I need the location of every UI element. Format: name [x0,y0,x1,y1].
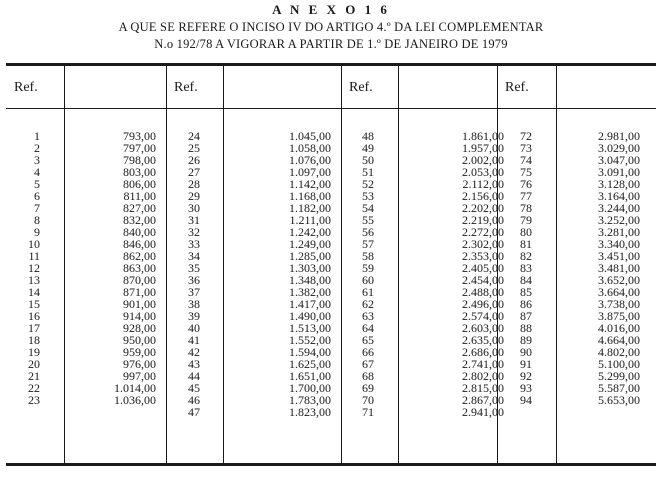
value-cell: 840,00 [123,225,156,239]
value-cell: 1.242,00 [289,225,331,239]
ref-cell: 4 [34,165,40,179]
ref-cell: 3 [34,153,40,167]
ref-cell: 94 [520,393,532,407]
value-cell: 2.488,00 [462,285,504,299]
value-cell: 2.815,00 [462,381,504,395]
value-cell: 797,00 [123,141,156,155]
value-cell: 3.252,00 [598,213,640,227]
ref-cell: 66 [362,345,374,359]
ref-cell: 41 [188,333,200,347]
ref-cell: 77 [520,189,532,203]
value-cell: 976,00 [123,357,156,371]
ref-cell: 74 [520,153,532,167]
ref-cell: 36 [188,273,200,287]
ref-column [14,130,40,406]
ref-cell: 71 [362,405,374,419]
value-cell: 2.219,00 [462,213,504,227]
ref-cell: 37 [188,285,200,299]
value-cell: 2.353,00 [462,249,504,263]
ref-cell: 23 [28,393,40,407]
value-cell: 870,00 [123,273,156,287]
value-cell: 1.700,00 [289,381,331,395]
ref-cell: 26 [188,153,200,167]
ref-cell: 90 [520,345,532,359]
ref-cell: 62 [362,297,374,311]
value-cell: 3.029,00 [598,141,640,155]
value-cell: 2.272,00 [462,225,504,239]
value-cell: 871,00 [123,285,156,299]
ref-cell: 81 [520,237,532,251]
ref-cell: 47 [188,405,200,419]
ref-cell: 6 [34,189,40,203]
ref-cell: 49 [362,141,374,155]
value-cell: 997,00 [123,369,156,383]
ref-cell: 25 [188,141,200,155]
value-cell: 1.823,00 [289,405,331,419]
ref-cell: 51 [362,165,374,179]
ref-cell: 88 [520,321,532,335]
value-cell: 3.652,00 [598,273,640,287]
ref-header: Ref. [349,80,373,95]
ref-cell: 11 [28,249,40,263]
value-column [398,130,504,418]
value-cell: 846,00 [123,237,156,251]
value-cell: 1.285,00 [289,249,331,263]
value-cell: 2.941,00 [462,405,504,419]
value-cell: 793,00 [123,129,156,143]
value-cell: 2.496,00 [462,297,504,311]
value-cell: 3.047,00 [598,153,640,167]
value-cell: 1.058,00 [289,141,331,155]
value-cell: 1.076,00 [289,153,331,167]
value-cell: 2.202,00 [462,201,504,215]
value-cell: 1.097,00 [289,165,331,179]
value-cell: 3.664,00 [598,285,640,299]
ref-cell: 60 [362,273,374,287]
value-cell: 1.014,00 [114,381,156,395]
ref-cell: 17 [28,321,40,335]
value-cell: 4.664,00 [598,333,640,347]
ref-cell: 55 [362,213,374,227]
column-divider [166,66,167,463]
ref-cell: 2 [34,141,40,155]
value-cell: 2.454,00 [462,273,504,287]
ref-cell: 92 [520,369,532,383]
annex-title: A N E X O 1 6 [272,2,390,17]
value-cell: 3.244,00 [598,201,640,215]
value-cell: 928,00 [123,321,156,335]
ref-cell: 52 [362,177,374,191]
ref-cell: 59 [362,261,374,275]
ref-cell: 73 [520,141,532,155]
value-column [556,130,640,406]
column-divider [341,66,342,463]
ref-cell: 80 [520,225,532,239]
ref-cell: 75 [520,165,532,179]
ref-cell: 5 [34,177,40,191]
ref-cell: 68 [362,369,374,383]
ref-cell: 9 [34,225,40,239]
ref-cell: 39 [188,309,200,323]
value-column [64,130,156,406]
ref-cell: 79 [520,213,532,227]
value-cell: 1.211,00 [289,213,331,227]
value-cell: 2.002,00 [462,153,504,167]
value-cell: 806,00 [123,177,156,191]
subtitle-line-1: A QUE SE REFERE O INCISO IV DO ARTIGO 4.º DA LEI COMPLEMENTAR [118,20,544,34]
ref-cell: 69 [362,381,374,395]
ref-cell: 67 [362,357,374,371]
value-cell: 2.112,00 [462,177,504,191]
value-cell: 2.603,00 [462,321,504,335]
ref-cell: 12 [28,261,40,275]
value-cell: 2.574,00 [462,309,504,323]
value-cell: 2.686,00 [462,345,504,359]
ref-cell: 76 [520,177,532,191]
ref-cell: 32 [188,225,200,239]
value-cell: 959,00 [123,345,156,359]
value-cell: 2.741,00 [462,357,504,371]
ref-cell: 13 [28,273,40,287]
value-cell: 3.875,00 [598,309,640,323]
ref-cell: 40 [188,321,200,335]
ref-cell: 33 [188,237,200,251]
ref-cell: 44 [188,369,200,383]
value-cell: 1.249,00 [289,237,331,251]
ref-cell: 85 [520,285,532,299]
value-cell: 4.016,00 [598,321,640,335]
value-cell: 1.036,00 [114,393,156,407]
ref-cell: 16 [28,309,40,323]
value-cell: 2.156,00 [462,189,504,203]
ref-cell: 14 [28,285,40,299]
value-cell: 3.340,00 [598,237,640,251]
value-cell: 811,00 [123,189,156,203]
value-cell: 914,00 [123,309,156,323]
value-cell: 2.053,00 [462,165,504,179]
ref-cell: 54 [362,201,374,215]
value-cell: 1.552,00 [289,333,331,347]
ref-cell: 82 [520,249,532,263]
value-cell: 2.867,00 [462,393,504,407]
value-cell: 1.417,00 [289,297,331,311]
subtitle-line-2: N.o 192/78 A VIGORAR A PARTIR DE 1.º DE JANEIRO DE 1979 [154,37,508,51]
ref-cell: 48 [362,129,374,143]
value-cell: 5.653,00 [598,393,640,407]
ref-cell: 50 [362,153,374,167]
ref-column [508,130,532,406]
ref-cell: 72 [520,129,532,143]
ref-column [176,130,200,418]
ref-cell: 35 [188,261,200,275]
value-cell: 2.981,00 [598,129,640,143]
ref-cell: 29 [188,189,200,203]
ref-cell: 83 [520,261,532,275]
value-cell: 3.091,00 [598,165,640,179]
value-cell: 3.481,00 [598,261,640,275]
ref-header: Ref. [505,80,529,95]
value-cell: 3.281,00 [598,225,640,239]
ref-cell: 15 [28,297,40,311]
bottom-rule [6,463,656,466]
value-cell: 863,00 [123,261,156,275]
value-cell: 1.783,00 [289,393,331,407]
value-cell: 5.587,00 [598,381,640,395]
value-cell: 1.513,00 [289,321,331,335]
ref-cell: 18 [28,333,40,347]
value-cell: 950,00 [123,333,156,347]
ref-cell: 19 [28,345,40,359]
value-cell: 832,00 [123,213,156,227]
value-cell: 1.303,00 [289,261,331,275]
header-rule [6,108,656,109]
ref-cell: 22 [28,381,40,395]
ref-cell: 38 [188,297,200,311]
value-cell: 2.802,00 [462,369,504,383]
value-cell: 901,00 [123,297,156,311]
value-cell: 1.168,00 [289,189,331,203]
ref-cell: 43 [188,357,200,371]
ref-header: Ref. [174,80,198,95]
value-cell: 1.625,00 [289,357,331,371]
ref-cell: 21 [28,369,40,383]
value-cell: 1.182,00 [289,201,331,215]
value-cell: 3.128,00 [598,177,640,191]
value-cell: 2.635,00 [462,333,504,347]
value-cell: 1.045,00 [289,129,331,143]
ref-cell: 89 [520,333,532,347]
ref-cell: 31 [188,213,200,227]
value-cell: 803,00 [123,165,156,179]
ref-cell: 1 [34,129,40,143]
ref-cell: 7 [34,201,40,215]
ref-cell: 63 [362,309,374,323]
ref-cell: 24 [188,129,200,143]
ref-cell: 34 [188,249,200,263]
value-cell: 2.302,00 [462,237,504,251]
ref-cell: 87 [520,309,532,323]
value-cell: 862,00 [123,249,156,263]
value-cell: 3.451,00 [598,249,640,263]
value-cell: 5.100,00 [598,357,640,371]
ref-cell: 20 [28,357,40,371]
ref-cell: 46 [188,393,200,407]
ref-cell: 65 [362,333,374,347]
value-cell: 798,00 [123,153,156,167]
ref-cell: 10 [28,237,40,251]
ref-cell: 45 [188,381,200,395]
ref-cell: 64 [362,321,374,335]
ref-cell: 84 [520,273,532,287]
ref-cell: 61 [362,285,374,299]
ref-cell: 8 [34,213,40,227]
ref-cell: 57 [362,237,374,251]
value-cell: 1.861,00 [462,129,504,143]
ref-cell: 91 [520,357,532,371]
value-cell: 2.405,00 [462,261,504,275]
value-cell: 3.738,00 [598,297,640,311]
ref-cell: 58 [362,249,374,263]
ref-cell: 93 [520,381,532,395]
ref-column [350,130,374,418]
value-cell: 1.651,00 [289,369,331,383]
value-cell: 1.382,00 [289,285,331,299]
ref-cell: 86 [520,297,532,311]
ref-cell: 30 [188,201,200,215]
value-cell: 1.490,00 [289,309,331,323]
value-cell: 3.164,00 [598,189,640,203]
ref-cell: 53 [362,189,374,203]
top-rule [6,63,656,66]
value-cell: 827,00 [123,201,156,215]
ref-header: Ref. [14,80,38,95]
ref-cell: 42 [188,345,200,359]
value-cell: 1.142,00 [289,177,331,191]
ref-cell: 27 [188,165,200,179]
value-cell: 5.299,00 [598,369,640,383]
value-cell: 1.348,00 [289,273,331,287]
value-column [223,130,331,418]
ref-cell: 28 [188,177,200,191]
value-cell: 4.802,00 [598,345,640,359]
value-cell: 1.594,00 [289,345,331,359]
value-cell: 1.957,00 [462,141,504,155]
ref-cell: 70 [362,393,374,407]
ref-cell: 78 [520,201,532,215]
ref-cell: 56 [362,225,374,239]
